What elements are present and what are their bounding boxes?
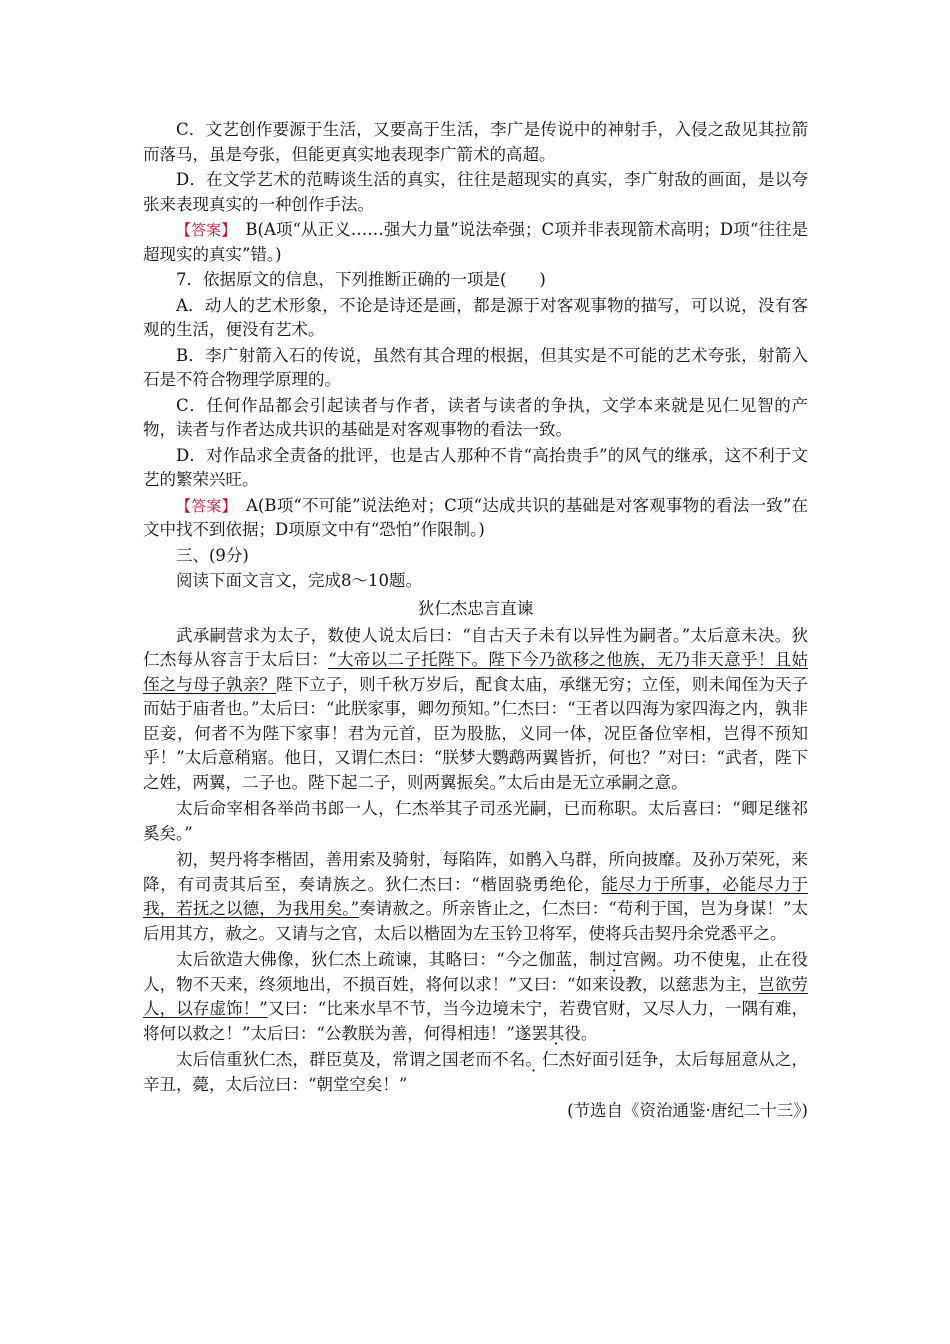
dotted-character: 制 <box>589 950 607 969</box>
q6-option-c: C．文艺创作要源于生活，又要高于生活，李广是传说中的神射手，入侵之敌见其拉箭而落马，虽是夸张，但能更真实地表现李广箭术的高超。 <box>143 120 808 164</box>
passage-paragraph-1 <box>143 624 808 796</box>
text-run: 过宫阙。功不使鬼，止在役人，物不天来，终须地出，不损百姓，将何以求！”又曰：“如来设教，以慈悲为主， <box>143 950 809 994</box>
passage-paragraph-5 <box>143 1048 808 1097</box>
q7-answer-text: A(B项“不可能”说法绝对；C项“达成共识的基础是对客观事物的看法一致”在文中找不到依据；D项原文中有“恐怕”作限制。) <box>143 495 808 539</box>
answer-tag: 【答案】 <box>176 496 230 515</box>
q7-answer <box>143 494 808 543</box>
q7-option-b: B．李广射箭入石的传说，虽然有其合理的根据，但其实是不可能的艺术夸张，射箭入石是不符合物理学原理的。 <box>143 345 808 389</box>
underlined-sentence: 能尽力于所事，必能尽力于我，若抚之以德，为我用矣。” <box>143 874 809 918</box>
text-run: 。仁杰好面引廷争，太后每屈意从之，辛丑，薨，太后泣曰：“朝堂空矣！” <box>143 1050 809 1094</box>
underlined-sentence: 岂欲劳人，以存虚饰！” <box>143 974 808 1018</box>
q6-option-d: D．在文学艺术的范畴谈生活的真实，往往是超现实的真实，李广射敌的画面，是以夸张来表现真实的一种创作手法。 <box>143 170 808 214</box>
text-run: 奏请赦之。所亲皆止之，仁杰曰：“苟利于国，岂为身谋！”太后用其方，赦之。又请与之官，太后以楷固为左玉钤卫将军，使将兵击契丹余党悉平之。 <box>143 899 808 943</box>
text-run: 太后欲造大佛像，狄仁杰上疏谏，其略曰：“今之伽蓝， <box>176 950 590 969</box>
passage-paragraph-3 <box>143 848 808 946</box>
underlined-sentence: “大帝以二子托陛下。陛下今乃欲移之他族，无乃非天意乎！且姑侄之与母子孰亲？ <box>143 650 809 694</box>
dotted-character: 名 <box>508 1050 526 1069</box>
text-run: 初，契丹将李楷固，善用索及骑射，每陷阵，如鹘入乌群，所向披靡。及孙万荣死，来降，有司责其后至，奏请族之。狄仁杰曰：“楷固骁勇绝伦， <box>143 850 808 894</box>
q6-answer <box>143 218 808 267</box>
source-citation: (节选自《资治通鉴·唐纪二十三》) <box>567 1101 808 1120</box>
text-run: 武承嗣营求为太子，数使人说太后曰：“自古天子未有以异性为嗣者。”太后意未决。狄仁杰每从容言于太后曰： <box>143 625 808 669</box>
text-run: 又曰：“比来水旱不节，当今边境未宁，若费官财，又尽人力，一隅有难，将何以救之！”太后曰：“公教朕为善，何得相违！”遂 <box>143 999 809 1043</box>
passage-paragraph-2: 太后命宰相各举尚书郎一人，仁杰举其子司丞光嗣，已而称职。太后喜曰：“卿足继祁奚矣。” <box>143 799 808 843</box>
document-page <box>143 118 808 1124</box>
q7-option-a: A．动人的艺术形象，不论是诗还是画，都是源于对客观事物的描写，可以说，没有客观的生活，便没有艺术。 <box>143 295 808 339</box>
q7-option-c: C．任何作品都会引起读者与作者，读者与读者的争执，文学本来就是见仁见智的产物，读者与作者达成共识的基础是对客观事物的看法一致。 <box>143 395 808 439</box>
answer-tag: 【答案】 <box>176 221 229 239</box>
text-run: 太后信重狄仁杰，群臣莫及，常谓之国老而不 <box>176 1050 509 1069</box>
passage-paragraph-4 <box>143 948 808 1046</box>
passage-title: 狄仁杰忠言直谏 <box>417 598 534 618</box>
q6-answer-text: B(A项“从正义……强大力量”说法牵强；C项并非表现箭术高明；D项“往往是超现实的真实”错。) <box>143 220 808 264</box>
text-run: 其役。 <box>547 1023 598 1043</box>
text-run: 陛下立子，则千秋万岁后，配食太庙，承继无穷；立侄，则未闻侄为天子而姑于庙者也。”太后曰：“此朕家事，卿勿预知。”仁杰曰：“王者以四海为家四海之内，孰非臣妾，何者不为陛下家事！君为元首，臣为股肱，义同一体，况臣备位宰相，岂得不预知乎！”太后意稍寤。他日，又谓仁杰曰：“朕梦大鹦鹉两翼皆折，何也？”对曰：“武者，陛下之姓，两翼，二子也。陛下起二子，则两翼振矣。”太后由是无立承嗣之意。 <box>143 674 809 792</box>
dotted-character: 罢 <box>531 1023 548 1043</box>
section-heading: 三、(9分) <box>176 545 249 565</box>
section-instruction: 阅读下面文言文，完成8～10题。 <box>176 571 422 590</box>
q7-option-d: D．对作品求全责备的批评，也是古人那种不肯“高抬贵手”的风气的继承，这不利于文艺的繁荣兴旺。 <box>143 445 808 489</box>
q7-stem: 7．依据原文的信息，下列推断正确的一项是( ) <box>176 270 546 289</box>
